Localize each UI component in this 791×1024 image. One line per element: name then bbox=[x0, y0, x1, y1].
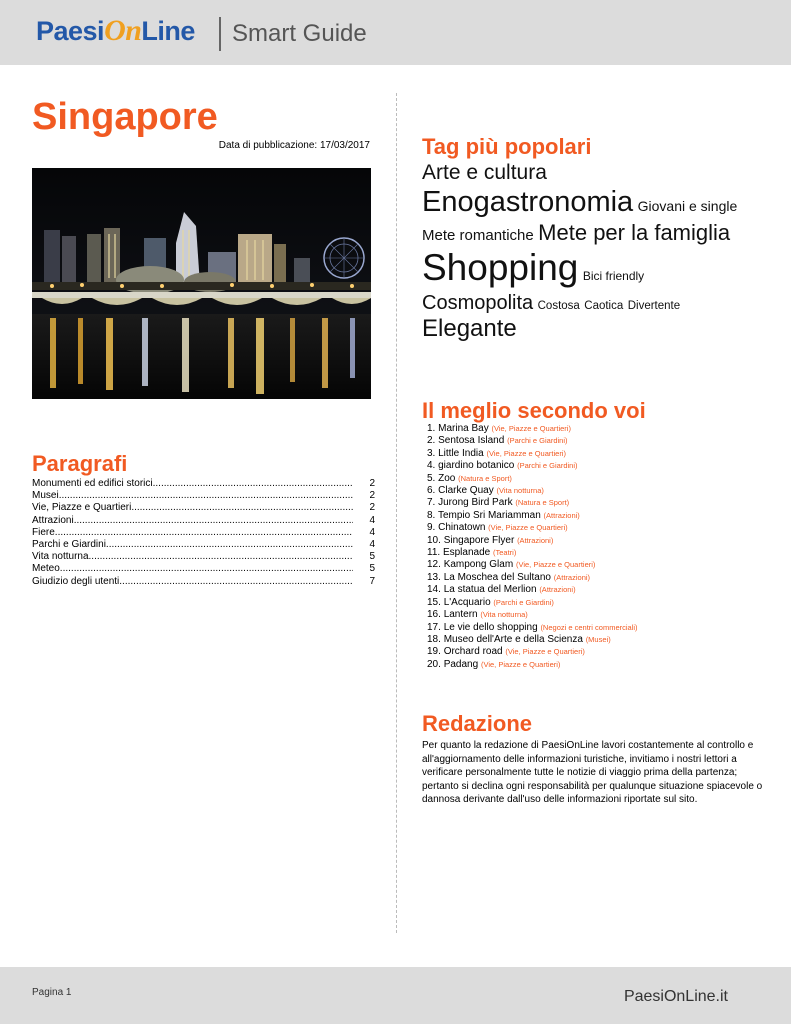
list-item[interactable] bbox=[427, 646, 638, 658]
item-category: (Attrazioni) bbox=[539, 585, 576, 595]
item-name: Sentosa Island bbox=[438, 435, 505, 447]
item-category: (Vie, Piazze e Quartieri) bbox=[491, 424, 571, 433]
list-item[interactable] bbox=[427, 584, 638, 596]
page-title: Singapore bbox=[32, 96, 218, 138]
toc-entry[interactable] bbox=[32, 490, 375, 502]
item-category: (Natura e Sport) bbox=[458, 473, 512, 483]
list-item[interactable] bbox=[427, 473, 638, 485]
list-item[interactable] bbox=[427, 497, 638, 509]
page-footer bbox=[0, 967, 791, 1024]
item-number: 7. bbox=[427, 497, 436, 509]
logo-text-paesi: Paesi bbox=[36, 16, 105, 46]
item-category: (Vie, Piazze e Quartieri) bbox=[486, 448, 566, 458]
tag[interactable]: Cosmopolita bbox=[422, 291, 534, 314]
item-number: 9. bbox=[427, 522, 436, 534]
list-item[interactable] bbox=[427, 659, 638, 671]
list-item[interactable] bbox=[427, 423, 638, 435]
list-item[interactable] bbox=[427, 572, 638, 584]
tag[interactable]: Divertente bbox=[627, 299, 681, 312]
item-category: (Vie, Piazze e Quartieri) bbox=[515, 560, 596, 570]
item-number: 12. bbox=[427, 559, 441, 571]
list-item[interactable] bbox=[427, 535, 638, 547]
redazione-heading: Redazione bbox=[422, 711, 533, 736]
item-number: 19. bbox=[427, 646, 441, 658]
disclaimer-text: Per quanto la redazione di PaesiOnLine lavori costantemente al controllo e all'aggiornamento delle informazioni turistiche, invitiamo i nostri lettori a verificare personalmente tutte le notizie di viaggio prima della partenza; pertanto si declina ogni responsabilità per qualunque situazione spiacevole o dannosa derivante dall'uso delle informazioni riportate sul sito. bbox=[422, 740, 763, 805]
tag[interactable]: Caotica bbox=[584, 299, 624, 312]
toc-label: Vita notturna ..... bbox=[32, 551, 353, 563]
toc-page: 4 bbox=[369, 514, 375, 526]
skyline-illustration bbox=[32, 168, 371, 399]
item-category: (Vie, Piazze e Quartieri) bbox=[505, 647, 585, 657]
toc-page: 5 bbox=[369, 551, 375, 563]
toc-label: Vie, Piazze e Quartieri ..... bbox=[32, 502, 353, 514]
list-item[interactable] bbox=[427, 435, 638, 447]
item-category: (Teatri) bbox=[493, 548, 517, 558]
item-category: (Negozi e centri commerciali) bbox=[540, 622, 638, 632]
item-name: Orchard road bbox=[443, 646, 503, 658]
paesionline-logo[interactable] bbox=[36, 14, 195, 54]
list-item[interactable] bbox=[427, 634, 638, 646]
toc-entry[interactable] bbox=[32, 527, 375, 539]
tag-cloud bbox=[422, 160, 762, 344]
list-item[interactable] bbox=[427, 597, 638, 609]
list-item[interactable] bbox=[427, 547, 638, 559]
item-category: (Vie, Piazze e Quartieri) bbox=[488, 523, 568, 533]
site-link[interactable]: PaesiOnLine.it bbox=[623, 988, 728, 1005]
page-number: Pagina 1 bbox=[32, 987, 72, 998]
item-number: 16. bbox=[427, 609, 441, 621]
list-item[interactable] bbox=[427, 448, 638, 460]
toc-label: Attrazioni ..... bbox=[32, 515, 353, 527]
toc-page: 7 bbox=[369, 575, 375, 587]
item-category: (Parchi e Giardini) bbox=[493, 597, 554, 607]
tag[interactable]: Shopping bbox=[422, 247, 579, 289]
item-number: 2. bbox=[427, 435, 436, 447]
paragrafi-heading: Paragrafi bbox=[32, 451, 128, 476]
item-name: Chinatown bbox=[438, 522, 486, 534]
toc-page: 5 bbox=[369, 563, 375, 575]
toc-page: 4 bbox=[369, 539, 375, 551]
item-number: 17. bbox=[427, 621, 441, 633]
item-category: (Attrazioni) bbox=[553, 572, 591, 582]
item-number: 5. bbox=[427, 472, 436, 484]
logo-text-on: On bbox=[104, 14, 142, 47]
item-category: (Parchi e Giardini) bbox=[517, 461, 578, 471]
page-header bbox=[0, 0, 791, 65]
item-number: 1. bbox=[427, 423, 436, 434]
tag[interactable]: Elegante bbox=[422, 314, 517, 342]
item-name: Little India bbox=[438, 447, 484, 459]
singapore-skyline-photo bbox=[32, 168, 371, 399]
item-name: Lantern bbox=[443, 609, 478, 621]
tag[interactable]: Mete romantiche bbox=[422, 226, 534, 244]
item-name: L'Acquario bbox=[443, 596, 491, 608]
column-divider bbox=[396, 93, 397, 933]
header-title: Smart Guide bbox=[232, 20, 367, 47]
item-category: (Vie, Piazze e Quartieri) bbox=[480, 659, 561, 669]
header-divider bbox=[219, 17, 221, 51]
table-of-contents bbox=[32, 478, 375, 588]
meglio-heading: Il meglio secondo voi bbox=[422, 398, 646, 423]
item-number: 20. bbox=[427, 658, 441, 670]
list-item[interactable] bbox=[427, 510, 638, 522]
tag[interactable]: Bici friendly bbox=[582, 269, 645, 284]
toc-label: Monumenti ed edifici storici ..... bbox=[32, 478, 353, 490]
item-number: 18. bbox=[427, 633, 441, 645]
toc-entry[interactable] bbox=[32, 515, 375, 527]
toc-label: Musei ..... bbox=[32, 490, 353, 502]
tag[interactable]: Enogastronomia bbox=[422, 186, 634, 219]
toc-entry[interactable] bbox=[32, 539, 375, 551]
item-category: (Parchi e Giardini) bbox=[507, 436, 568, 446]
toc-page: 2 bbox=[369, 478, 375, 489]
item-number: 13. bbox=[427, 571, 441, 583]
item-name: Le vie dello shopping bbox=[443, 621, 538, 633]
item-name: Kampong Glam bbox=[443, 559, 514, 571]
item-number: 3. bbox=[427, 447, 436, 459]
toc-entry[interactable] bbox=[32, 478, 375, 490]
item-number: 15. bbox=[427, 596, 441, 608]
item-category: (Musei) bbox=[585, 634, 611, 644]
item-name: Tempio Sri Mariamman bbox=[437, 509, 541, 521]
toc-page: 2 bbox=[369, 502, 375, 514]
tag[interactable]: Mete per la famiglia bbox=[538, 219, 731, 245]
tags-heading: Tag più popolari bbox=[422, 134, 592, 159]
list-item[interactable] bbox=[427, 522, 638, 534]
list-item[interactable] bbox=[427, 559, 638, 571]
toc-label: Fiere ..... bbox=[32, 527, 353, 539]
item-name: giardino botanico bbox=[438, 460, 515, 472]
publication-date: Data di pubblicazione: 17/03/2017 bbox=[218, 140, 370, 151]
toc-entry[interactable] bbox=[32, 502, 375, 514]
item-name: Clarke Quay bbox=[438, 485, 494, 497]
item-category: (Vita notturna) bbox=[480, 610, 528, 620]
item-name: Zoo bbox=[438, 472, 456, 484]
item-number: 6. bbox=[427, 485, 436, 497]
item-number: 8. bbox=[427, 509, 436, 521]
tag[interactable]: Giovani e single bbox=[637, 198, 738, 215]
toc-page: 2 bbox=[369, 490, 375, 502]
list-item[interactable] bbox=[427, 485, 638, 497]
logo-text-line: Line bbox=[141, 16, 195, 46]
item-name: Padang bbox=[443, 658, 479, 670]
item-category: (Attrazioni) bbox=[543, 510, 580, 520]
list-item[interactable] bbox=[427, 609, 638, 621]
toc-label: Meteo ..... bbox=[32, 563, 353, 575]
item-category: (Attrazioni) bbox=[517, 535, 554, 545]
item-number: 11. bbox=[427, 547, 441, 559]
tag[interactable]: Costosa bbox=[537, 299, 580, 312]
item-number: 14. bbox=[427, 584, 441, 596]
item-number: 4. bbox=[427, 460, 436, 472]
item-number: 10. bbox=[427, 534, 441, 546]
item-category: (Natura e Sport) bbox=[515, 498, 570, 508]
toc-entry[interactable] bbox=[32, 563, 375, 575]
list-item[interactable] bbox=[427, 622, 638, 634]
item-name: La Moschea del Sultano bbox=[443, 571, 551, 583]
best-of-list bbox=[427, 423, 638, 671]
toc-entry[interactable] bbox=[32, 551, 375, 563]
list-item[interactable] bbox=[427, 460, 638, 472]
item-name: La statua del Merlion bbox=[443, 584, 537, 596]
item-name: Jurong Bird Park bbox=[438, 497, 513, 509]
item-name: Esplanade bbox=[442, 547, 491, 559]
toc-entry[interactable] bbox=[32, 576, 375, 588]
item-name: Singapore Flyer bbox=[443, 534, 515, 546]
tag[interactable]: Arte e cultura bbox=[422, 161, 547, 184]
item-name: Museo dell'Arte e della Scienza bbox=[443, 633, 583, 645]
toc-label: Giudizio degli utenti ..... bbox=[32, 576, 353, 588]
item-name: Marina Bay bbox=[438, 423, 489, 434]
toc-label: Parchi e Giardini ..... bbox=[32, 539, 353, 551]
toc-page: 4 bbox=[369, 526, 375, 538]
item-category: (Vita notturna) bbox=[496, 486, 544, 496]
